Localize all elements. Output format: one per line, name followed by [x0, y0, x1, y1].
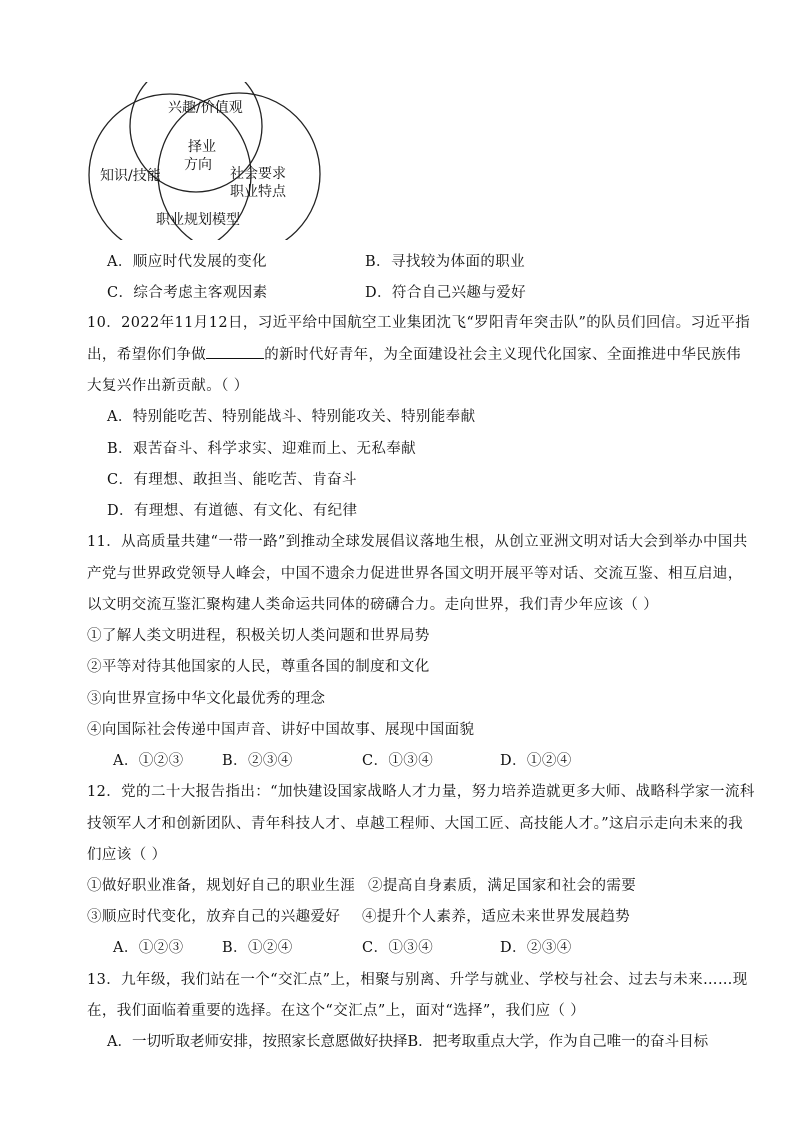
label-social-requirements: 社会要求	[230, 166, 286, 182]
q11-line-3: 以文明交流互鉴汇聚构建人类命运共同体的磅礴合力。走向世界，我们青少年应该（ ）	[87, 597, 659, 613]
q13-option-b: B．把考取重点大学，作为自己唯一的奋斗目标	[407, 1034, 709, 1050]
q9-option-a: A．顺应时代发展的变化	[107, 254, 267, 270]
q12-item-3: ③顺应时代变化，放弃自己的兴趣爱好	[87, 909, 341, 925]
q12-line-3: 们应该（ ）	[87, 847, 167, 863]
q10-option-c: C．有理想、敢担当、能吃苦、肯奋斗	[107, 472, 357, 488]
q11-item-3: ③向世界宣扬中华文化最优秀的理念	[87, 691, 326, 707]
q13-line-1: 13．九年级，我们站在一个“交汇点”上，相聚与别离、升学与就业、学校与社会、过去与未来……现	[87, 972, 748, 988]
q12-option-c: C．①③④	[362, 940, 434, 956]
q12-line-2: 技领军人才和创新团队、青年科技人才、卓越工程师、大国工匠、高技能人才。”这启示走向未来的我	[87, 816, 744, 832]
diagram-caption: 职业规划模型	[156, 212, 240, 228]
q9-option-d: D．符合自己兴趣与爱好	[365, 285, 527, 301]
q10-line-2-post: 的新时代好青年，为全面建设社会主义现代化国家、全面推进中华民族伟	[264, 347, 741, 363]
q12-option-a: A．①②③	[113, 940, 184, 956]
q10-line-3: 大复兴作出新贡献。（ ）	[87, 378, 249, 394]
q13-line-2: 在，我们面临着重要的选择。在这个“交汇点”上，面对“选择”，我们应（ ）	[87, 1003, 586, 1019]
q12-item-2: ②提高自身素质，满足国家和社会的需要	[368, 878, 637, 894]
q12-option-d: D．②③④	[500, 940, 572, 956]
q11-item-2: ②平等对待其他国家的人民，尊重各国的制度和文化	[87, 659, 430, 675]
q11-option-d: D．①②④	[500, 753, 572, 769]
q10-option-d: D．有理想、有道德、有文化、有纪律	[107, 503, 358, 519]
q12-line-1: 12．党的二十大报告指出：“加快建设国家战略人才力量，努力培养造就更多大师、战略科学家一流科	[87, 784, 755, 800]
q10-line-2	[87, 343, 741, 364]
career-planning-diagram	[80, 82, 340, 240]
fill-in-blank	[206, 344, 264, 359]
q10-option-b: B．艰苦奋斗、科学求实、迎难而上、无私奉献	[107, 441, 417, 457]
q12-option-b: B．①②④	[222, 940, 293, 956]
label-career-direction-1: 择业	[188, 139, 216, 155]
label-career-direction-2: 方向	[184, 157, 212, 173]
q11-line-1: 11．从高质量共建“一带一路”到推动全球发展倡议落地生根，从创立亚洲文明对话大会到举办中国共	[87, 534, 748, 550]
q9-option-b: B．寻找较为体面的职业	[365, 254, 526, 270]
q12-item-1: ①做好职业准备，规划好自己的职业生涯	[87, 878, 356, 894]
label-interest-values: 兴趣/价值观	[168, 100, 243, 116]
q12-item-4: ④提升个人素养，适应未来世界发展趋势	[362, 909, 631, 925]
q11-line-2: 产党与世界政党领导人峰会，中国不遗余力促进世界各国文明开展平等对话、交流互鉴、相互启迪，	[87, 566, 743, 582]
q9-option-c: C．综合考虑主客观因素	[107, 285, 268, 301]
q11-item-4: ④向国际社会传递中国声音、讲好中国故事、展现中国面貌	[87, 722, 475, 738]
q13-option-a: A．一切听取老师安排，按照家长意愿做好抉择	[107, 1034, 408, 1050]
q10-line-2-pre: 出，希望你们争做	[87, 347, 207, 363]
label-job-characteristics: 职业特点	[230, 184, 286, 200]
q11-option-a: A．①②③	[113, 753, 184, 769]
q10-option-a: A．特别能吃苦、特别能战斗、特别能攻关、特别能奉献	[107, 409, 476, 425]
q13-options-row	[107, 1030, 708, 1051]
q11-item-1: ①了解人类文明进程，积极关切人类问题和世界局势	[87, 628, 430, 644]
q11-option-c: C．①③④	[362, 753, 434, 769]
q10-line-1: 10．2022年11月12日，习近平给中国航空工业集团沈飞“罗阳青年突击队”的队员们回信。习近平指	[87, 315, 751, 331]
label-knowledge-skills: 知识/技能	[100, 168, 161, 184]
q11-option-b: B．②③④	[222, 753, 293, 769]
